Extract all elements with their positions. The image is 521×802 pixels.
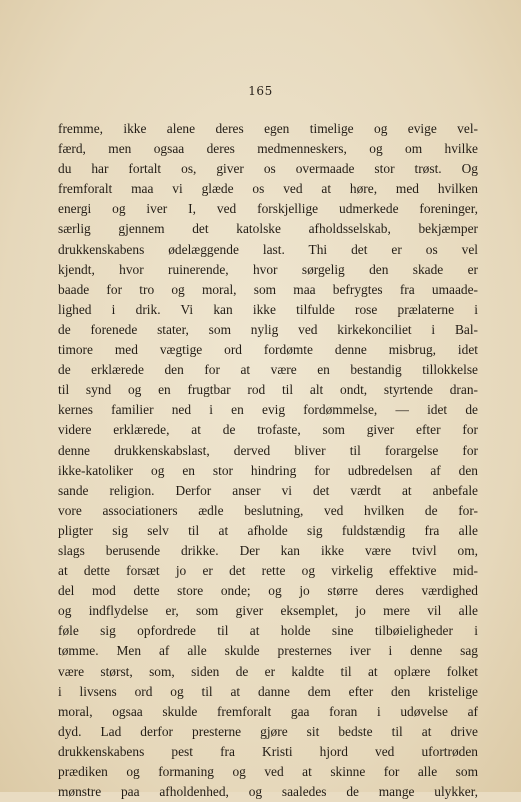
text-line: drukkenskabens pest fra Kristi hjord ved ufortrøden [58,743,478,759]
text-line: at dette forsæt jo er det rette og virkelig effektive mid- [58,563,478,579]
text-line: kjendt, hvor ruinerende, hvor sørgelig den skade er [58,261,478,277]
text-line: denne drukkenskabslast, derved bliver til forargelse for [58,442,478,458]
text-line: du har fortalt os, giver os overmaade stor trøst. Og [58,161,478,177]
text-line: de erklærede den for at være en bestandig tillokkelse [58,362,478,378]
text-line: energi og iver I, ved forskjellige udmerkede foreninger, [58,201,478,217]
text-line: tømme. Men af alle skulde presternes iver i denne sag [58,643,478,659]
text-line: færd, men ogsaa deres medmenneskers, og om hvilke [58,141,478,157]
text-line: fremforalt maa vi glæde os ved at høre, med hvilken [58,181,478,197]
text-line: baade for tro og moral, som maa befrygtes fra umaade- [58,281,478,297]
text-line: kernes familier ned i en evig fordømmelse, — idet de [58,402,478,418]
text-line: sande religion. Derfor anser vi det værdt at anbefale [58,482,478,498]
text-line: slags berusende drikke. Der kan ikke være tvivl om, [58,542,478,558]
text-line: være størst, som, siden de er kaldte til at oplære folket [58,663,478,679]
text-line: de forenede stater, som nylig ved kirkekonciliet i Bal- [58,321,478,337]
text-line: i livsens ord og til at danne dem efter den kristelige [58,683,478,699]
text-line: til synd og en frugtbar rod til alt ondt, styrtende dran- [58,382,478,398]
body-text [58,119,478,802]
text-line: timore med vægtige ord fordømte denne misbrug, idet [58,342,478,358]
text-line: moral, ogsaa skulde fremforalt gaa foran i udøvelse af [58,703,478,719]
text-line: prædiken og formaning og ved at skinne for alle som [58,764,478,779]
text-line: og indflydelse er, som giver eksemplet, jo mere vil alle [58,603,478,619]
text-line: lighed i drik. Vi kan ikke tilfulde rose prælaterne i [58,301,478,317]
text-line: ikke-katoliker og en stor hindring for udbredelsen af den [58,462,478,478]
text-line: vore associationers ædle beslutning, ved hvilken de for- [58,502,478,518]
text-line: videre erklærede, at de trofaste, som giver efter for [58,422,478,438]
text-line: pligter sig selv til at afholde sig fuldstændig fra alle [58,522,478,538]
text-line: dyd. Lad derfor presterne gjøre sit bedste til at drive [58,723,478,739]
page-number: 165 [248,84,273,98]
text-line: særlig gjennem det katolske afholdsselskab, bekjæmper [58,221,478,237]
text-line: mønstre paa afholdenhed, og saaledes de mange ulykker, [58,784,478,800]
text-line: drukkenskabens ødelæggende last. Thi det er os vel [58,241,478,257]
text-line: del mod dette store onde; og jo større deres værdighed [58,583,478,599]
text-line: føle sig opfordrede til at holde sine tilbøieligheder i [58,623,478,639]
text-line: fremme, ikke alene deres egen timelige og evige vel- [58,121,478,136]
